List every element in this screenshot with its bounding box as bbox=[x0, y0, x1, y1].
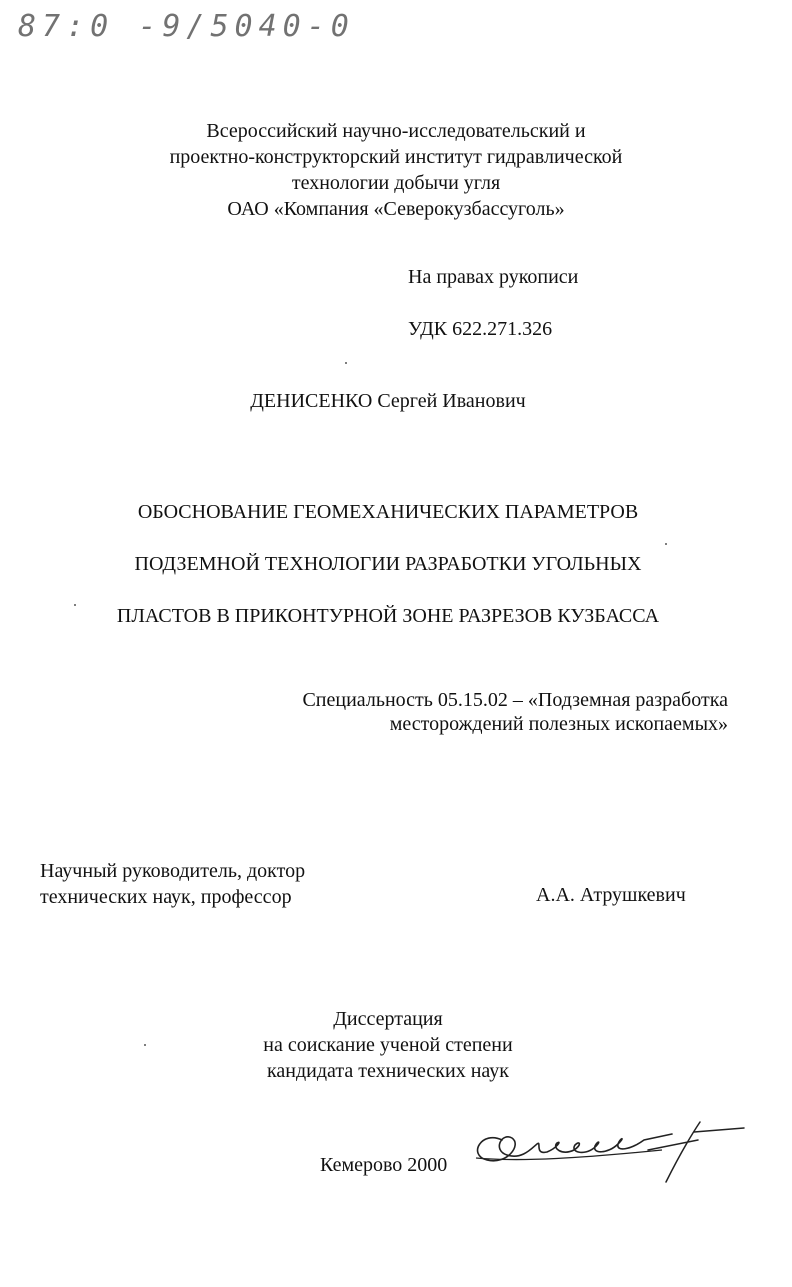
degree-line: на соискание ученой степени bbox=[263, 1034, 513, 1056]
organization-line: ОАО «Компания «Северокузбассуголь» bbox=[227, 198, 565, 220]
manuscript-rights: На правах рукописи bbox=[408, 266, 579, 288]
handwritten-archive-number bbox=[18, 6, 418, 46]
degree-line: Диссертация bbox=[333, 1008, 443, 1030]
city-year: Кемерово 2000 bbox=[320, 1154, 448, 1176]
udk-code: УДК 622.271.326 bbox=[408, 318, 553, 340]
author-name: ДЕНИСЕНКО Сергей Иванович bbox=[250, 390, 526, 412]
title-line: ПОДЗЕМНОЙ ТЕХНОЛОГИИ РАЗРАБОТКИ УГОЛЬНЫХ bbox=[134, 553, 642, 575]
supervisor-line: Научный руководитель, доктор bbox=[40, 860, 306, 882]
scan-speck bbox=[74, 604, 76, 606]
title-line: ПЛАСТОВ В ПРИКОНТУРНОЙ ЗОНЕ РАЗРЕЗОВ КУЗБАССА bbox=[116, 605, 660, 627]
archive-number-text: 87:0 -9/5040-0 bbox=[18, 9, 355, 44]
degree-block bbox=[188, 1006, 588, 1084]
scan-speck bbox=[665, 543, 667, 545]
supervisor-name: А.А. Атрушкевич bbox=[536, 884, 686, 906]
scan-speck bbox=[345, 362, 347, 364]
specialty-block bbox=[240, 688, 728, 736]
specialty-line: месторождений полезных ископаемых» bbox=[389, 713, 728, 735]
degree-line: кандидата технических наук bbox=[266, 1060, 510, 1082]
title-line: ОБОСНОВАНИЕ ГЕОМЕХАНИЧЕСКИХ ПАРАМЕТРОВ bbox=[137, 501, 639, 523]
scan-speck bbox=[144, 1044, 146, 1046]
handwritten-signature bbox=[462, 1110, 752, 1190]
organization-block bbox=[96, 118, 696, 222]
organization-line: технологии добычи угля bbox=[291, 172, 501, 194]
organization-line: Всероссийский научно-исследовательский и bbox=[206, 120, 586, 142]
dissertation-title bbox=[0, 486, 776, 642]
supervisor-block bbox=[40, 858, 305, 910]
supervisor-line: технических наук, профессор bbox=[40, 886, 292, 908]
specialty-line: Специальность 05.15.02 – «Подземная разработка bbox=[302, 689, 728, 711]
organization-line: проектно-конструкторский институт гидравлической bbox=[169, 146, 623, 168]
